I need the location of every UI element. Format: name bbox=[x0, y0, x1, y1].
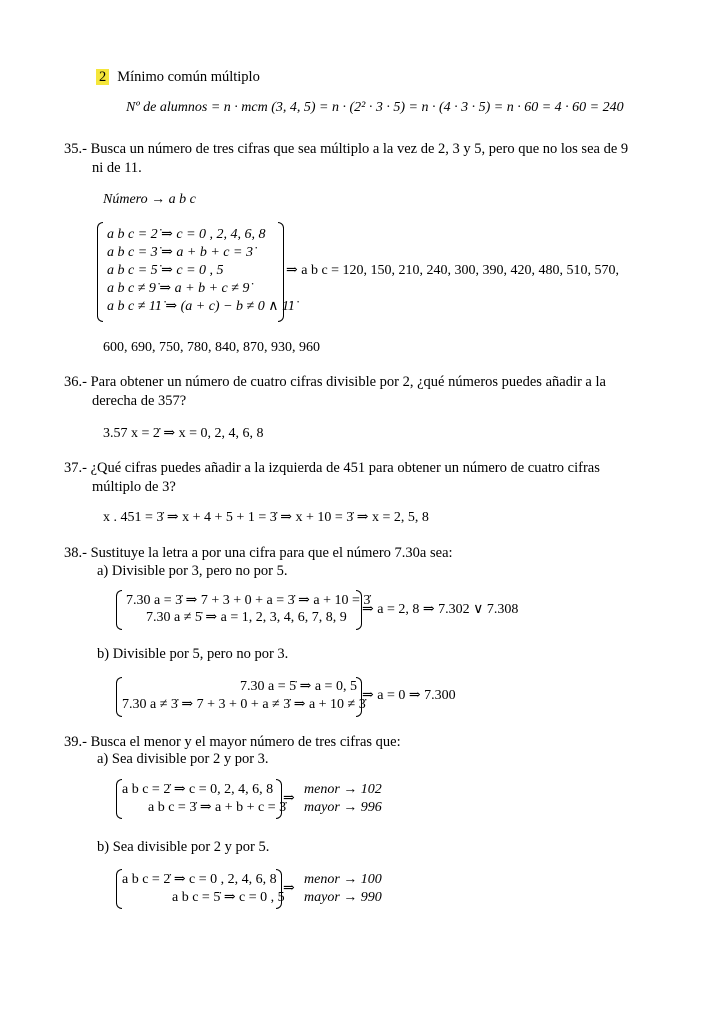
problem-38-b-result: ⇒ a = 0 ⇒ 7.300 bbox=[362, 688, 456, 703]
problem-37-answer: x . 451 = 3̇ ⇒ x + 4 + 5 + 1 = 3̇ ⇒ x + 10 = 3̇ ⇒ x = 2, 5, 8 bbox=[103, 510, 429, 525]
problem-39-a-text: a) Sea divisible por 2 y por 3. bbox=[97, 751, 269, 767]
system-line: 7.30 a ≠ 5̇ ⇒ a = 1, 2, 3, 4, 6, 7, 8, 9 bbox=[146, 610, 347, 625]
problem-36-text-2: derecha de 357? bbox=[92, 393, 187, 409]
problem-35-result: ⇒ a b c = 120, 150, 210, 240, 300, 390, 420, 480, 510, 570, bbox=[286, 263, 620, 278]
implies-arrow: ⇒ bbox=[283, 791, 295, 806]
section-badge: 2 bbox=[96, 69, 109, 85]
problem-35-text-2: ni de 11. bbox=[92, 160, 142, 176]
system-line: a b c ≠ 9̇ ⇒ a + b + c ≠ 9̇ bbox=[107, 281, 250, 296]
system-line: a b c = 2̇ ⇒ c = 0, 2, 4, 6, 8 bbox=[122, 782, 274, 797]
left-brace bbox=[97, 222, 103, 322]
problem-39-text: 39.- Busca el menor y el mayor número de tres cifras que: bbox=[64, 734, 401, 750]
system-line: a b c ≠ 1̇1̇ ⇒ (a + c) − b ≠ 0 ∧ 1̇1̇ bbox=[107, 299, 295, 314]
left-brace bbox=[116, 590, 122, 630]
problem-38-text: 38.- Sustituye la letra a por una cifra para que el número 7.30a sea: bbox=[64, 545, 453, 561]
system-line: a b c = 5̇ ⇒ c = 0 , 5 bbox=[172, 890, 285, 905]
problem-35-result-2: 600, 690, 750, 780, 840, 870, 930, 960 bbox=[103, 340, 320, 355]
system-line: 7.30 a = 3̇ ⇒ 7 + 3 + 0 + a = 3̇ ⇒ a + 10 = 3̇ bbox=[126, 593, 371, 608]
maximum-value: mayor → 990 bbox=[304, 890, 382, 905]
system-line: a b c = 3̇ ⇒ a + b + c = 3̇ bbox=[107, 245, 253, 260]
implies-arrow: ⇒ bbox=[283, 881, 295, 896]
section-heading bbox=[96, 68, 260, 86]
problem-38-a-result: ⇒ a = 2, 8 ⇒ 7.302 ∨ 7.308 bbox=[362, 602, 519, 617]
maximum-value: mayor → 996 bbox=[304, 800, 382, 815]
system-line: 7.30 a ≠ 3̇ ⇒ 7 + 3 + 0 + a ≠ 3̇ ⇒ a + 10 ≠ 3̇ bbox=[122, 697, 366, 712]
problem-36-answer: 3.57 x = 2̇ ⇒ x = 0, 2, 4, 6, 8 bbox=[103, 426, 264, 441]
section-title: Mínimo común múltiplo bbox=[117, 69, 260, 85]
problem-39-b-text: b) Sea divisible por 2 y por 5. bbox=[97, 839, 270, 855]
problem-38-b-text: b) Divisible por 5, pero no por 3. bbox=[97, 646, 289, 662]
system-line: a b c = 2̇ ⇒ c = 0 , 2, 4, 6, 8 bbox=[107, 227, 266, 242]
minimum-value: menor → 100 bbox=[304, 872, 382, 887]
problem-35-text: 35.- Busca un número de tres cifras que sea múltiplo a la vez de 2, 3 y 5, pero que no los sea de 9 bbox=[64, 141, 629, 157]
problem-38-a-text: a) Divisible por 3, pero no por 5. bbox=[97, 563, 288, 579]
section-formula: Nº de alumnos = n · mcm (3, 4, 5) = n · (2² · 3 · 5) = n · (4 · 3 · 5) = n · 60 = 4 · 60 = 240 bbox=[126, 100, 624, 115]
problem-35-numero: Número → a b c bbox=[103, 192, 196, 207]
system-line: 7.30 a = 5̇ ⇒ a = 0, 5 bbox=[240, 679, 357, 694]
problem-37-text-2: múltiplo de 3? bbox=[92, 479, 176, 495]
problem-37-text: 37.- ¿Qué cifras puedes añadir a la izquierda de 451 para obtener un número de cuatro cifras bbox=[64, 460, 600, 476]
system-line: a b c = 3̇ ⇒ a + b + c = 3̇ bbox=[148, 800, 287, 815]
problem-36-text: 36.- Para obtener un número de cuatro cifras divisible por 2, ¿qué números puedes añadir a la bbox=[64, 374, 606, 390]
minimum-value: menor → 102 bbox=[304, 782, 382, 797]
system-line: a b c = 2̇ ⇒ c = 0 , 2, 4, 6, 8 bbox=[122, 872, 277, 887]
system-line: a b c = 5̇ ⇒ c = 0 , 5 bbox=[107, 263, 224, 278]
